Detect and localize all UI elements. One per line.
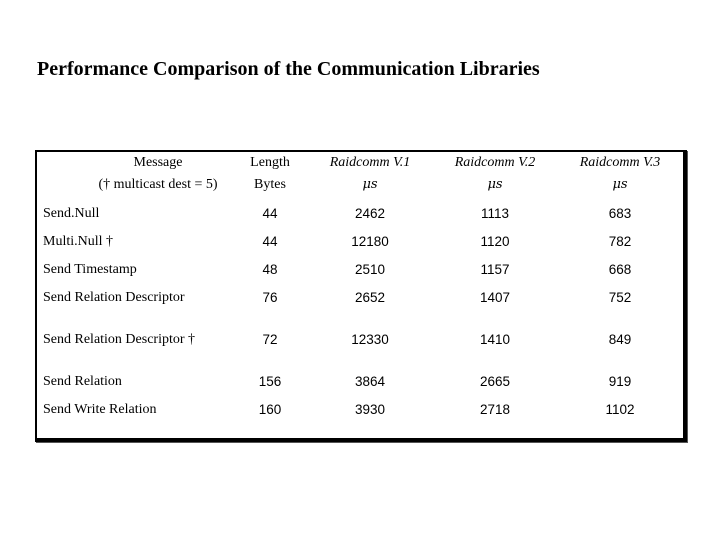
row-1-message: Multi.Null †: [43, 234, 114, 249]
row-2-length: 48: [262, 262, 278, 277]
row-4-length: 72: [262, 332, 278, 347]
header-v1: [310, 152, 430, 196]
row-3-v3: 752: [608, 290, 632, 305]
row-0-v2: 1113: [480, 206, 510, 221]
header-v2-unit: μs: [487, 177, 503, 192]
row-2-v2: 1157: [480, 262, 510, 277]
row-1-v1: 12180: [351, 234, 389, 249]
row-2-v3: 668: [608, 262, 632, 277]
row-5-length: 156: [258, 374, 282, 389]
row-6-v2: 2718: [479, 402, 511, 417]
row-3-message: Send Relation Descriptor: [43, 290, 185, 305]
row-2-v1: 2510: [354, 262, 386, 277]
row-3-v1: 2652: [354, 290, 386, 305]
row-5-v3: 919: [608, 374, 632, 389]
row-6-v3: 1102: [605, 402, 635, 417]
row-4-v2: 1410: [479, 332, 511, 347]
header-v1-unit: μs: [362, 177, 378, 192]
header-length-line2: Bytes: [254, 177, 286, 192]
header-v3: [560, 152, 680, 196]
row-6-message: Send Write Relation: [43, 402, 157, 417]
row-0-length: 44: [262, 206, 278, 221]
row-5-v1: 3864: [354, 374, 386, 389]
header-message-line1: Message: [133, 155, 183, 170]
row-1-length: 44: [262, 234, 278, 249]
header-v2-line1: Raidcomm V.2: [454, 155, 536, 170]
row-6-length: 160: [258, 402, 282, 417]
header-message-line2: († multicast dest = 5): [98, 177, 218, 192]
row-1-v3: 782: [608, 234, 632, 249]
row-3-length: 76: [262, 290, 278, 305]
row-5-message: Send Relation: [43, 374, 122, 389]
header-v3-line1: Raidcomm V.3: [579, 155, 661, 170]
row-0-message: Send.Null: [43, 206, 100, 221]
row-5-v2: 2665: [479, 374, 511, 389]
row-0-v1: 2462: [354, 206, 386, 221]
row-4-message: Send Relation Descriptor †: [43, 332, 196, 347]
header-v2: [435, 152, 555, 196]
page-title: Performance Comparison of the Communication Libraries: [37, 58, 540, 80]
header-v1-line1: Raidcomm V.1: [329, 155, 411, 170]
header-length-line1: Length: [250, 155, 290, 170]
header-v3-unit: μs: [612, 177, 628, 192]
row-3-v2: 1407: [479, 290, 511, 305]
header-length: [225, 152, 315, 196]
row-4-v3: 849: [608, 332, 632, 347]
row-0-v3: 683: [608, 206, 632, 221]
row-4-v1: 12330: [351, 332, 389, 347]
row-2-message: Send Timestamp: [43, 262, 137, 277]
row-1-v2: 1120: [480, 234, 510, 249]
row-6-v1: 3930: [354, 402, 386, 417]
